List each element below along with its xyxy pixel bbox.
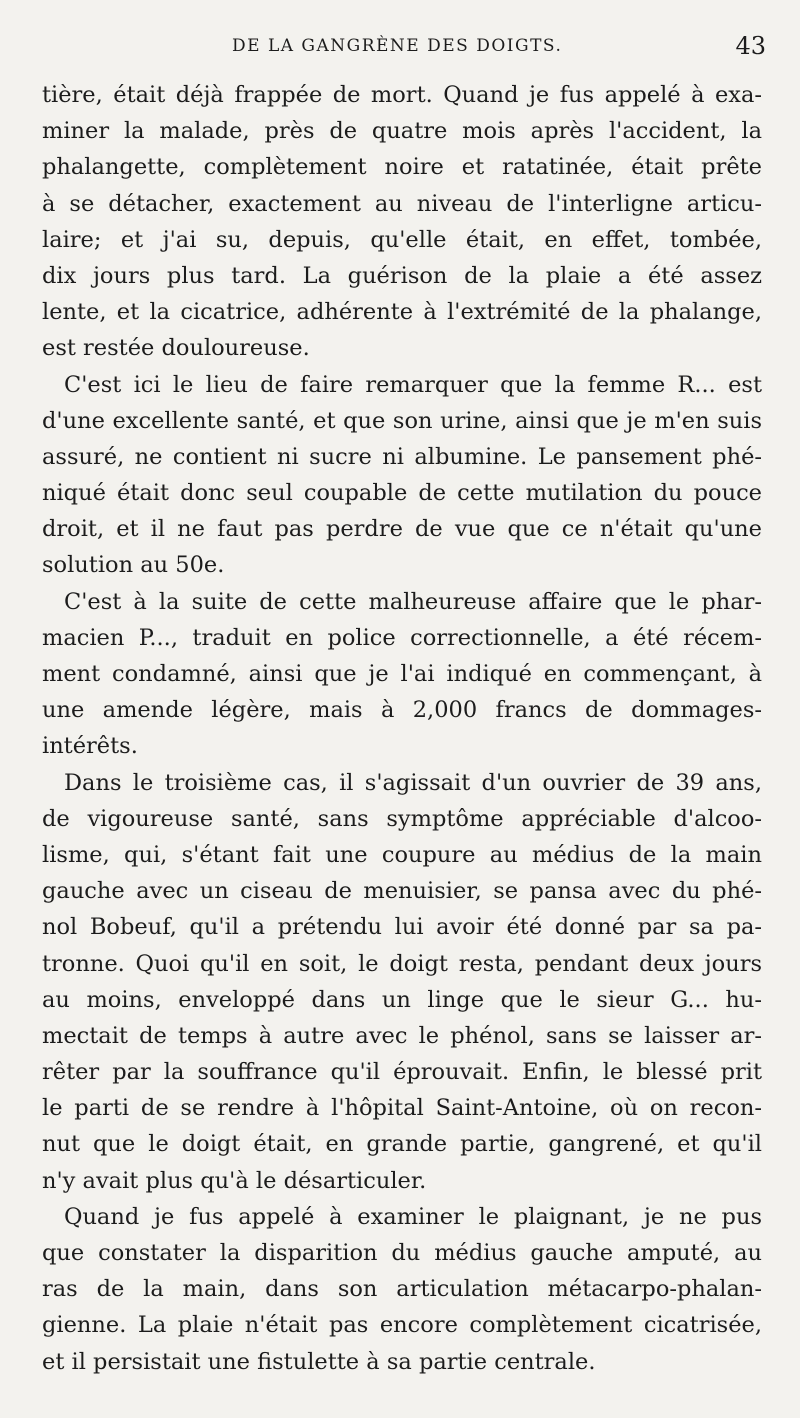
text-line: est restée douloureuse.	[42, 335, 310, 362]
text-line: que constater la disparition du médius gauche amputé, au	[42, 1240, 762, 1266]
text-line: une amende légère, mais à 2,000 francs de dommages-	[42, 697, 762, 724]
text-line: au moins, enveloppé dans un linge que le sieur G... hu-	[42, 986, 762, 1013]
text-line: phalangette, complètement noire et ratatinée, était prête	[42, 154, 762, 181]
text-line: n'y avait plus qu'à le désarticuler.	[42, 1167, 427, 1194]
text-line: intérêts.	[42, 733, 138, 760]
paragraph-first-line: C'est à la suite de cette malheureuse affaire que le phar-	[64, 588, 762, 615]
text-line: miner la malade, près de quatre mois après l'accident, la	[42, 118, 762, 145]
paragraph-first-line: Dans le troisième cas, il s'agissait d'un ouvrier de 39 ans,	[64, 769, 762, 796]
text-line: solution au 50e.	[42, 552, 225, 579]
text-line: macien P..., traduit en police correctionnelle, a été récem-	[42, 624, 762, 651]
text-line: de vigoureuse santé, sans symptôme appréciable d'alcoo-	[42, 805, 762, 832]
text-line: laire; et j'ai su, depuis, qu'elle était, en effet, tombée,	[42, 226, 762, 253]
text-line: tière, était déjà frappée de mort. Quand je fus appelé à exa-	[42, 82, 762, 108]
body-text	[42, 77, 762, 1380]
text-line: gauche avec un ciseau de menuisier, se pansa avec du phé-	[42, 878, 762, 905]
text-line: dix jours plus tard. La guérison de la plaie a été assez	[42, 262, 762, 289]
text-line: lente, et la cicatrice, adhérente à l'extrémité de la phalange,	[42, 299, 762, 326]
text-line: ras de la main, dans son articulation métacarpo-phalan-	[42, 1276, 762, 1303]
text-line: droit, et il ne faut pas perdre de vue que ce n'était qu'une	[42, 516, 762, 543]
text-line: nol Bobeuf, qu'il a prétendu lui avoir été donné par sa pa-	[42, 914, 762, 941]
page-number: 43	[735, 32, 766, 60]
text-line: tronne. Quoi qu'il en soit, le doigt resta, pendant deux jours	[42, 950, 762, 977]
text-line: lisme, qui, s'étant fait une coupure au médius de la main	[42, 841, 762, 868]
page-header	[0, 30, 800, 70]
text-line: nut que le doigt était, en grande partie, gangrené, et qu'il	[42, 1131, 762, 1158]
text-line: et il persistait une fistulette à sa partie centrale.	[42, 1348, 596, 1375]
text-line: ment condamné, ainsi que je l'ai indiqué en commençant, à	[42, 661, 762, 687]
text-line: à se détacher, exactement au niveau de l'interligne articu-	[42, 190, 762, 217]
running-title: DE LA GANGRÈNE DES DOIGTS.	[232, 36, 563, 56]
text-line: d'une excellente santé, et que son urine, ainsi que je m'en suis	[42, 407, 762, 434]
text-line: rêter par la souffrance qu'il éprouvait. Enfin, le blessé prit	[42, 1059, 762, 1086]
text-line: gienne. La plaie n'était pas encore complètement cicatrisée,	[42, 1312, 762, 1339]
text-line: assuré, ne contient ni sucre ni albumine. Le pansement phé-	[42, 443, 762, 470]
text-line: mectait de temps à autre avec le phénol, sans se laisser ar-	[42, 1022, 762, 1049]
paragraph-first-line: C'est ici le lieu de faire remarquer que la femme R... est	[64, 371, 762, 398]
text-line: niqué était donc seul coupable de cette mutilation du pouce	[42, 480, 762, 507]
text-line: le parti de se rendre à l'hôpital Saint-Antoine, où on recon-	[42, 1095, 762, 1122]
paragraph-first-line: Quand je fus appelé à examiner le plaignant, je ne pus	[64, 1203, 762, 1230]
